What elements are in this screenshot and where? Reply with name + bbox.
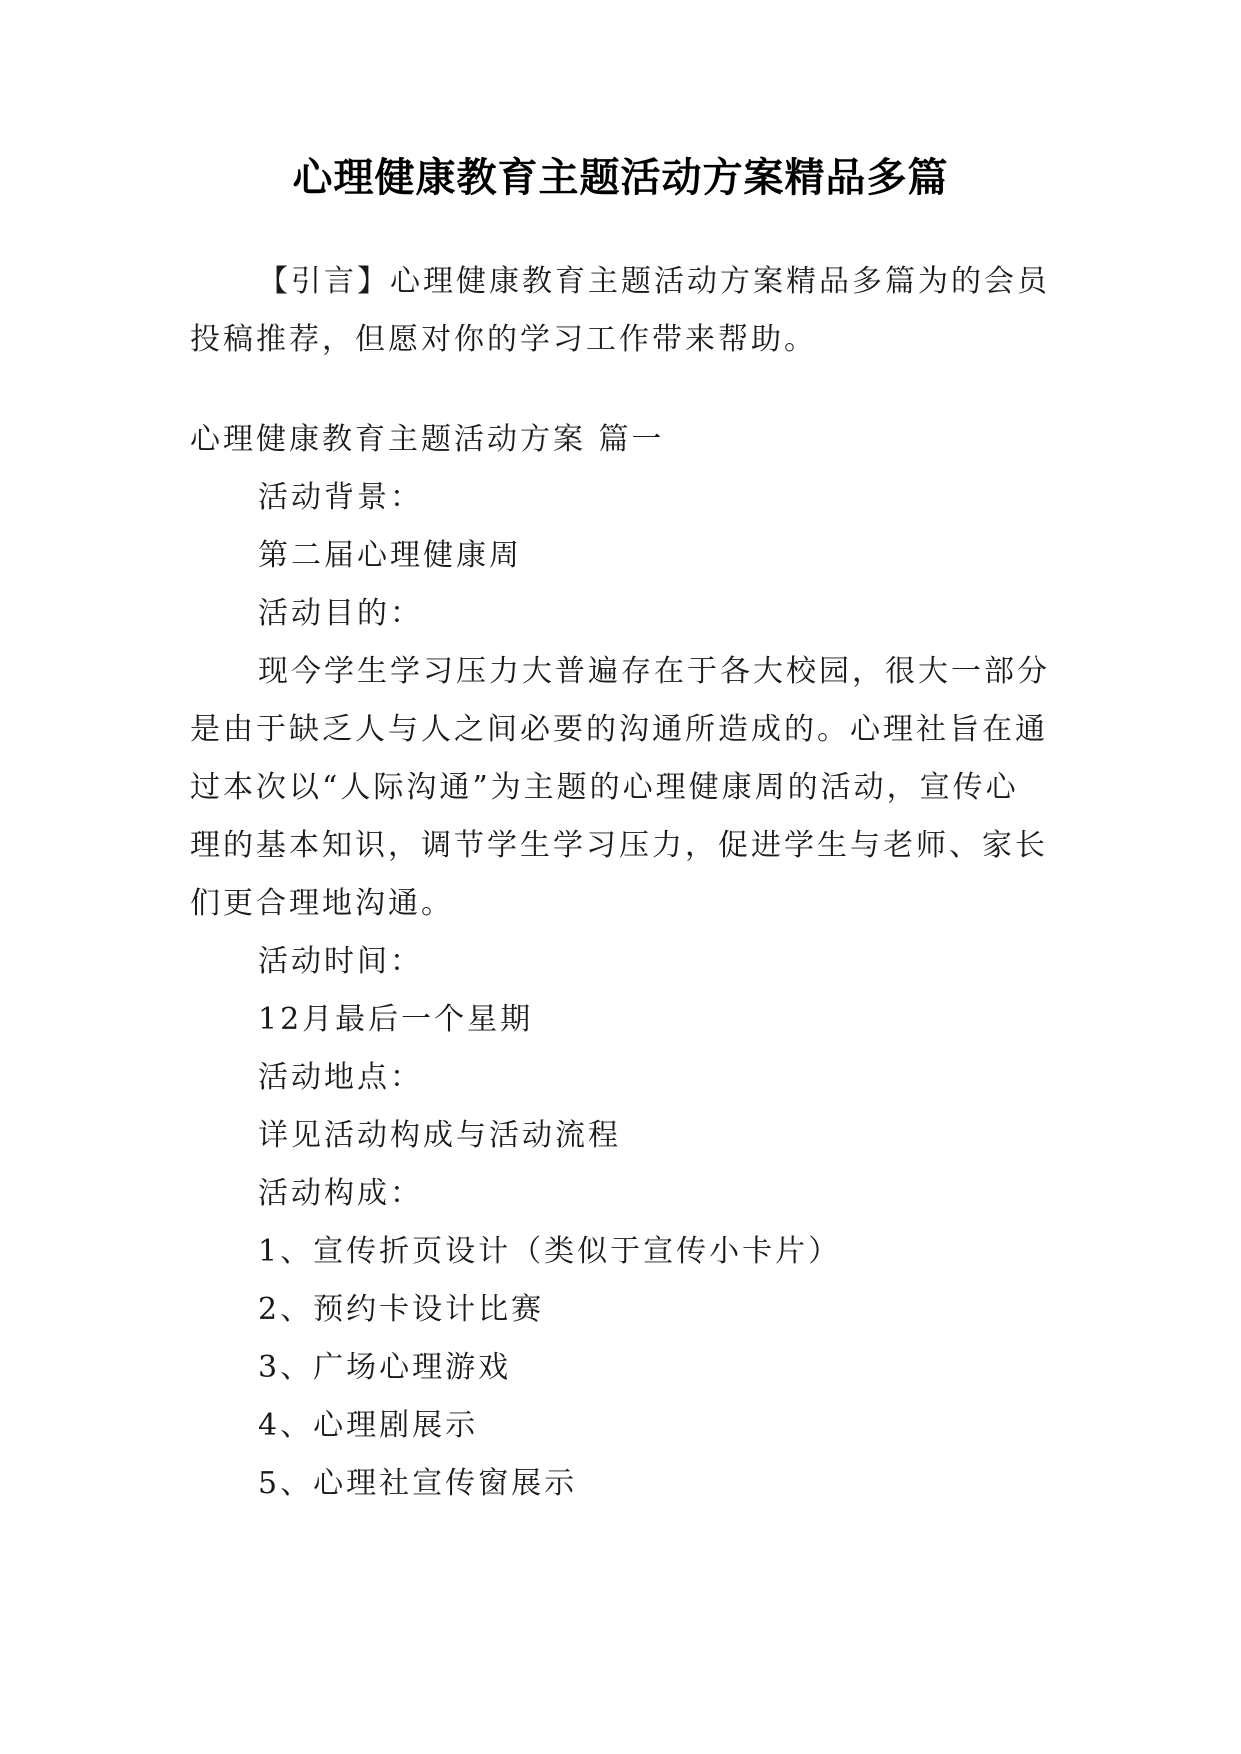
place-label: 活动地点： [258,1060,423,1095]
place-value: 详见活动构成与活动流程 [258,1118,621,1153]
composition-item-5: 5、心理社宣传窗展示 [258,1466,578,1501]
section-heading: 心理健康教育主题活动方案 篇一 [190,422,665,457]
purpose-line-4: 理的基本知识，调节学生学习压力，促进学生与老师、家长 [190,828,1048,863]
background-label: 活动背景： [258,480,423,515]
purpose-line-2: 是由于缺乏人与人之间必要的沟通所造成的。心理社旨在通 [190,712,1048,747]
composition-item-4: 4、心理剧展示 [258,1408,479,1443]
purpose-label: 活动目的： [258,596,423,631]
composition-item-3: 3、广场心理游戏 [258,1350,512,1385]
time-label: 活动时间： [258,944,423,979]
composition-item-1: 1、宣传折页设计（类似于宣传小卡片） [258,1234,842,1269]
purpose-line-3: 过本次以“人际沟通”为主题的心理健康周的活动，宣传心 [190,770,1019,805]
purpose-line-1: 现今学生学习压力大普遍存在于各大校园，很大一部分 [258,654,1050,689]
background-value: 第二届心理健康周 [258,538,522,573]
intro-line-1: 【引言】心理健康教育主题活动方案精品多篇为的会员 [258,264,1050,299]
composition-label: 活动构成： [258,1176,423,1211]
time-value: 12月最后一个星期 [258,1002,534,1037]
document-title: 心理健康教育主题活动方案精品多篇 [292,155,949,201]
composition-item-2: 2、预约卡设计比赛 [258,1292,545,1327]
purpose-line-5: 们更合理地沟通。 [190,886,454,921]
intro-line-2: 投稿推荐，但愿对你的学习工作带来帮助。 [190,322,817,357]
